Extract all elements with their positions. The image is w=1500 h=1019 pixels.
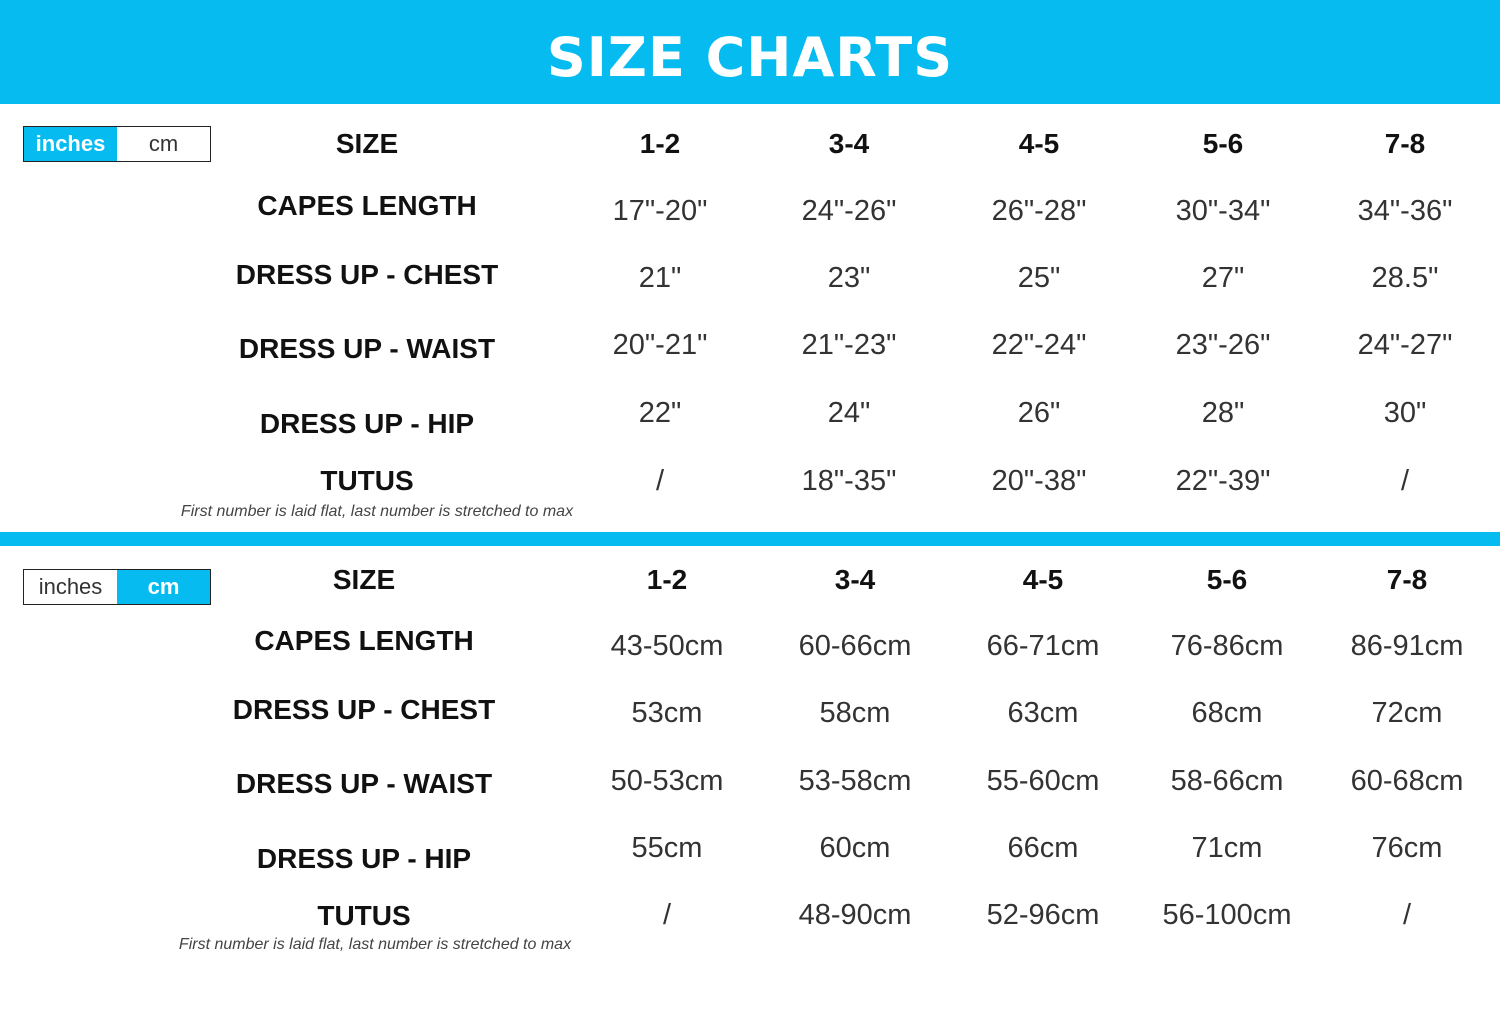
table-cell: 60cm	[819, 832, 891, 864]
table-cell: /	[662, 899, 672, 931]
table-cell: 53-58cm	[798, 765, 912, 797]
table-cell: 71cm	[1191, 832, 1263, 864]
unit-toggle	[23, 126, 211, 162]
unit-option-inches[interactable]: inches	[38, 574, 103, 599]
row-label-waist: DRESS UP - WAIST	[238, 333, 496, 364]
size-column-header: 4-5	[1022, 564, 1064, 595]
size-column-header: 5-6	[1206, 564, 1248, 595]
size-column-header: 1-2	[639, 128, 681, 159]
row-label-chest: DRESS UP - CHEST	[235, 259, 499, 290]
size-column-header: 1-2	[646, 564, 688, 595]
table-cell: 66cm	[1007, 832, 1079, 864]
table-cell: 26"-28"	[991, 195, 1087, 227]
table-cell: 86-91cm	[1350, 630, 1464, 662]
table-cell: 24"-26"	[801, 195, 897, 227]
size-column-header: 7-8	[1384, 128, 1426, 159]
table-cell: 34"-36"	[1357, 195, 1453, 227]
size-column-header: 3-4	[834, 564, 876, 595]
table-cell: 48-90cm	[798, 899, 912, 931]
table-cell: 52-96cm	[986, 899, 1100, 931]
table-cell: 22"-24"	[991, 329, 1087, 361]
section-divider	[0, 532, 1500, 546]
row-label-capes-length: CAPES LENGTH	[254, 625, 474, 656]
table-cell: 25"	[1017, 262, 1061, 294]
table-cell: 50-53cm	[610, 765, 724, 797]
table-cell: 55cm	[631, 832, 703, 864]
tutus-footnote: First number is laid flat, last number is stretched to max	[180, 503, 574, 520]
table-cell: 30"-34"	[1175, 195, 1271, 227]
table-cell: 66-71cm	[986, 630, 1100, 662]
table-cell: 20"-38"	[991, 465, 1087, 497]
row-label-tutus: TUTUS	[317, 900, 411, 931]
row-label-capes-length: CAPES LENGTH	[257, 190, 477, 221]
table-cell: 27"	[1201, 262, 1245, 294]
table-cell: /	[655, 465, 665, 497]
table-cell: 56-100cm	[1162, 899, 1292, 931]
table-cell: 24"	[827, 397, 871, 429]
size-column-header: 5-6	[1202, 128, 1244, 159]
page-title: SIZE CHARTS	[546, 26, 954, 89]
table-cell: 23"	[827, 262, 871, 294]
size-column-header: 4-5	[1018, 128, 1060, 159]
table-cell: 60-68cm	[1350, 765, 1464, 797]
table-cell: 58cm	[819, 697, 891, 729]
unit-option-inches[interactable]: inches	[24, 127, 117, 161]
table-cell: 26"	[1017, 397, 1061, 429]
table-cell: 28"	[1201, 397, 1245, 429]
table-cell: 60-66cm	[798, 630, 912, 662]
table-cell: 28.5"	[1371, 262, 1439, 294]
size-column-header: 7-8	[1386, 564, 1428, 595]
table-cell: 17"-20"	[612, 195, 708, 227]
table-cell: 22"	[638, 397, 682, 429]
row-label-hip: DRESS UP - HIP	[259, 408, 475, 439]
table-cell: 63cm	[1007, 697, 1079, 729]
table-cell: 21"-23"	[801, 329, 897, 361]
table-cell: 23"-26"	[1175, 329, 1271, 361]
table-cell: 30"	[1383, 397, 1427, 429]
size-header-label: SIZE	[332, 564, 396, 595]
table-cell: 53cm	[631, 697, 703, 729]
table-cell: 43-50cm	[610, 630, 724, 662]
unit-option-cm[interactable]: cm	[148, 131, 179, 156]
unit-toggle	[23, 569, 211, 605]
row-label-chest: DRESS UP - CHEST	[232, 694, 496, 725]
table-cell: /	[1400, 465, 1410, 497]
row-label-waist: DRESS UP - WAIST	[235, 768, 493, 799]
table-cell: 76-86cm	[1170, 630, 1284, 662]
table-cell: 24"-27"	[1357, 329, 1453, 361]
size-header-label: SIZE	[335, 128, 399, 159]
table-cell: 21"	[638, 262, 682, 294]
table-cell: 58-66cm	[1170, 765, 1284, 797]
unit-option-cm[interactable]: cm	[117, 570, 210, 604]
row-label-tutus: TUTUS	[320, 465, 414, 496]
table-cell: 68cm	[1191, 697, 1263, 729]
table-cell: 55-60cm	[986, 765, 1100, 797]
row-label-hip: DRESS UP - HIP	[256, 843, 472, 874]
table-cell: 22"-39"	[1175, 465, 1271, 497]
tutus-footnote: First number is laid flat, last number is stretched to max	[178, 936, 572, 953]
table-cell: 76cm	[1371, 832, 1443, 864]
table-cell: 18"-35"	[801, 465, 897, 497]
table-cell: 20"-21"	[612, 329, 708, 361]
size-column-header: 3-4	[828, 128, 870, 159]
table-cell: 72cm	[1371, 697, 1443, 729]
table-cell: /	[1402, 899, 1412, 931]
